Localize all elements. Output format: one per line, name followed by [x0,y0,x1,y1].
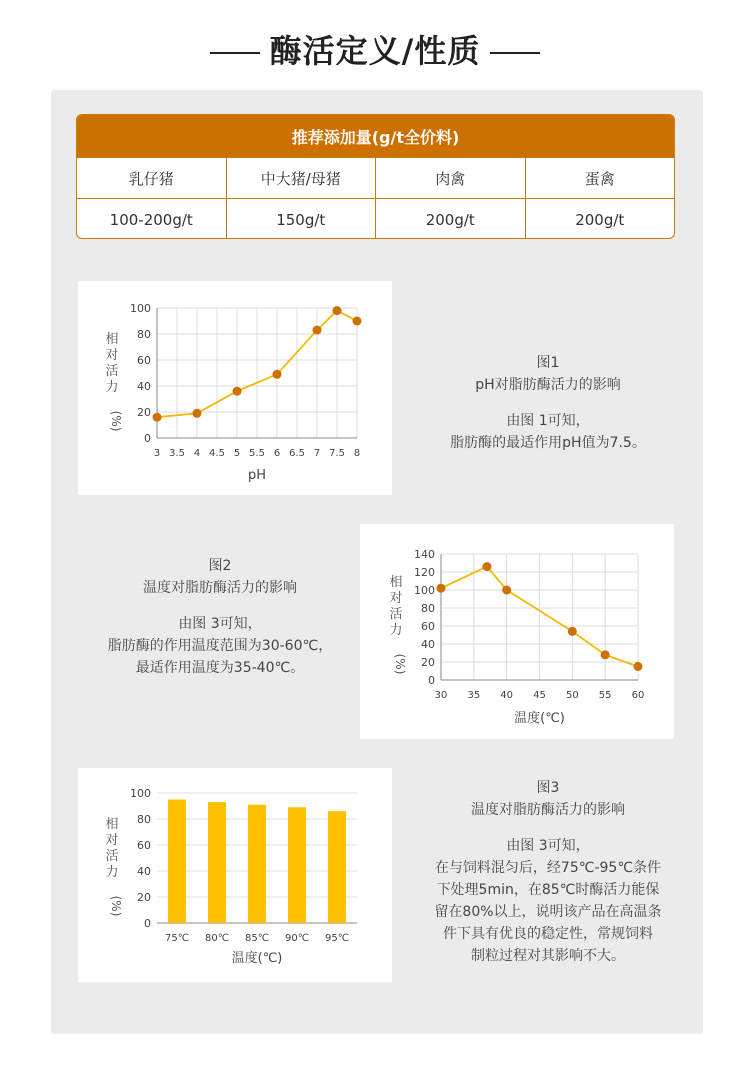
fig3-note-line: 在与饲料混匀后，经75℃-95℃条件 [434,860,662,876]
fig2-caption-subtitle: 温度对脂肪酶活力的影响 [143,580,297,596]
y-axis-label-char: 力 [105,380,119,395]
y-axis-label-char: 相 [389,575,403,590]
data-point [568,627,577,636]
dosage-table-header: 推荐添加量(g/t全价料) [77,115,674,157]
y-tick-label: 120 [414,566,435,579]
fig2-note-line: 由图 3可知， [178,616,262,632]
x-tick-label: 95℃ [325,933,349,944]
x-tick-label: 6.5 [289,448,305,459]
fig1-caption [424,352,672,454]
x-axis-label: 温度(℃) [231,951,283,966]
x-tick-label: 30 [434,690,448,701]
fig3-caption-title: 图3 [536,780,560,796]
page-title [0,26,750,72]
x-tick-label: 45 [533,690,546,701]
y-tick-label: 0 [144,432,151,445]
y-axis-label-char: 活 [389,607,403,622]
fig3-chart [78,768,392,982]
y-axis-label-char: 力 [105,865,119,880]
x-tick-label: 4 [193,448,201,459]
value-layer: 200g/t [525,199,675,239]
fig1-chart-svg [78,281,392,495]
y-tick-label: 20 [421,656,435,669]
fig2-caption-title: 图2 [208,558,232,574]
bar [288,807,306,923]
x-tick-label: 6 [273,448,281,459]
bar [328,811,346,923]
y-axis-label-char: 相 [105,332,119,347]
fig2-chart-svg [360,524,674,739]
y-tick-label: 40 [137,380,151,393]
y-tick-label: 140 [414,548,435,561]
data-point [353,317,362,326]
column-pig-sow: 中大猪/母猪 [226,158,376,198]
fig2-caption [72,555,368,679]
fig3-note-line: 制粒过程对其影响不大。 [471,948,625,964]
x-tick-label: 55 [598,690,612,701]
data-point [601,650,610,659]
fig1-caption-title: 图1 [536,355,560,371]
fig1-note-line: 由图 1可知， [506,413,590,429]
x-tick-label: 8 [353,448,361,459]
data-point [482,562,491,571]
bar [248,805,266,923]
dosage-table-value-row [77,198,674,239]
value-piglet: 100-200g/t [109,210,193,229]
x-tick-label: 80℃ [205,933,229,944]
y-tick-label: 80 [137,813,151,826]
y-tick-label: 0 [428,674,435,687]
dosage-table [76,114,675,239]
x-tick-label: 50 [565,690,579,701]
x-tick-label: 3 [153,448,161,459]
fig2-note-line: 脂肪酶的作用温度范围为30-60℃， [107,638,333,654]
x-tick-label: 90℃ [285,933,309,944]
fig3-note-line: 下处理5min，在85℃时酶活力能保 [436,882,660,898]
y-tick-label: 20 [137,891,151,904]
fig3-note-line: 由图 3可知， [506,838,590,854]
data-point [502,586,511,595]
y-axis-label-char: 力 [389,623,403,638]
x-tick-label: 5 [233,448,241,459]
y-tick-label: 60 [137,354,151,367]
fig3-caption [410,777,686,967]
fig3-chart-svg [78,768,392,982]
dosage-table-column-row [77,157,674,198]
title-left-rule [210,52,260,54]
fig2-note-line: 最适作用温度为35-40℃。 [135,660,305,676]
x-tick-label: 85℃ [245,933,269,944]
column-broiler: 肉禽 [375,158,525,198]
data-point [233,387,242,396]
column-layer: 蛋禽 [525,158,675,198]
y-tick-label: 80 [421,602,435,615]
fig1-note-line: 脂肪酶的最适作用pH值为7.5。 [450,435,646,451]
y-axis-label-unit: (%) [109,895,123,917]
y-tick-label: 60 [137,839,151,852]
y-tick-label: 40 [421,638,435,651]
fig1-caption-subtitle: pH对脂肪酶活力的影响 [475,377,621,393]
data-point [153,413,162,422]
x-tick-label: 40 [500,690,514,701]
y-tick-label: 100 [130,787,151,800]
column-piglet: 乳仔猪 [128,169,174,188]
data-point [333,306,342,315]
y-tick-label: 20 [137,406,151,419]
y-tick-label: 100 [414,584,435,597]
x-tick-label: 4.5 [209,448,225,459]
x-tick-label: 35 [467,690,481,701]
data-point [273,370,282,379]
y-tick-label: 60 [421,620,435,633]
data-point [193,409,202,418]
value-pig-sow: 150g/t [226,199,376,239]
fig2-chart [360,524,674,739]
x-tick-label: 60 [631,690,645,701]
bar [208,802,226,923]
x-tick-label: 75℃ [165,933,189,944]
x-tick-label: 3.5 [169,448,185,459]
y-axis-label-char: 相 [105,817,119,832]
x-tick-label: 7 [313,448,321,459]
fig3-caption-subtitle: 温度对脂肪酶活力的影响 [471,802,625,818]
y-axis-label-unit: (%) [109,410,123,432]
x-tick-label: 7.5 [329,448,345,459]
x-axis-label: 温度(℃) [514,711,565,726]
y-tick-label: 0 [144,917,151,930]
y-axis-label-char: 活 [105,849,119,864]
y-axis-label-unit: (%) [393,653,407,675]
page-title-text: 酶活定义/性质 [269,32,481,70]
fig1-chart [78,281,392,495]
y-axis-label-char: 活 [105,364,119,379]
y-tick-label: 100 [130,302,151,315]
x-tick-label: 5.5 [249,448,265,459]
data-point [634,662,643,671]
fig3-note-line: 件下具有优良的稳定性，常规饲料 [443,926,653,942]
y-axis-label-char: 对 [105,833,119,848]
data-point [313,326,322,335]
y-tick-label: 80 [137,328,151,341]
y-tick-label: 40 [137,865,151,878]
value-broiler: 200g/t [375,199,525,239]
fig3-note-line: 留在80%以上，说明该产品在高温条 [434,904,662,920]
bar [168,800,186,924]
data-point [437,584,446,593]
title-right-rule [490,52,540,54]
x-axis-label: pH [247,468,267,483]
y-axis-label-char: 对 [389,591,403,606]
y-axis-label-char: 对 [105,348,119,363]
